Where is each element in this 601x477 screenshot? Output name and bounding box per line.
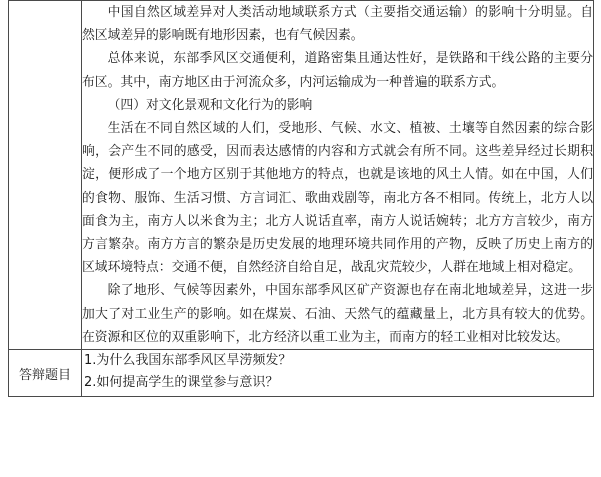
answer-row xyxy=(9,350,594,397)
answer-label: 答辩题目 xyxy=(9,350,82,397)
question-item: 1.为什么我国东部季风区旱涝频发？ xyxy=(84,353,292,369)
questions-cell xyxy=(82,350,594,397)
empty-label-cell xyxy=(9,1,82,350)
content-cell xyxy=(82,1,594,350)
section-heading-culture: （四）对文化景观和文化行为的影响 xyxy=(107,97,313,113)
paragraph-monsoon-transport: 总体来说，东部季风区交通便利，道路密集且通达性好，是铁路和干线公路的主要分布区。其中，南方地区由于河流众多，内河运输成为一种普遍的联系方式。 xyxy=(82,51,593,90)
thesis-table xyxy=(8,0,594,397)
question-item: 2.如何提高学生的课堂参与意识？ xyxy=(84,375,279,391)
paragraph-mineral-resources: 除了地形、气候等因素外，中国东部季风区矿产资源也存在南北地域差异，这进一步加大了对工业生产的影响。如在煤炭、石油、天然气的蕴藏量上，北方具有较大的优势。在资源和区位的双重影响下，北方经济以重工业为主，而南方的轻工业相对比较发达。 xyxy=(82,283,593,345)
paragraph-culture-customs: 生活在不同自然区域的人们，受地形、气候、水文、植被、土壤等自然因素的综合影响，会产生不同的感受，因而表达感情的内容和方式就会有所不同。这些差异经过长期积淀，便形成了一个地方区别于其他地方的特点，也就是该地的风土人情。如在中国，人们的食物、服饰、生活习惯、方言词汇、歌曲戏剧等，南北方各不相同。传统上，北方人以面食为主，南方人以米食为主；北方人说话直率，南方人说话婉转；北方方言较少，南方方言繁杂。南方方言的繁杂是历史发展的地理环境共同作用的产物，反映了历史上南方的区域环境特点：交通不便，自然经济自给自足，战乱灾荒较少，人群在地域上相对稳定。 xyxy=(82,121,593,276)
content-row xyxy=(9,1,594,350)
paragraph-transport-influence: 中国自然区域差异对人类活动地域联系方式（主要指交通运输）的影响十分明显。自然区域差异的影响既有地形因素，也有气候因素。 xyxy=(82,5,593,44)
